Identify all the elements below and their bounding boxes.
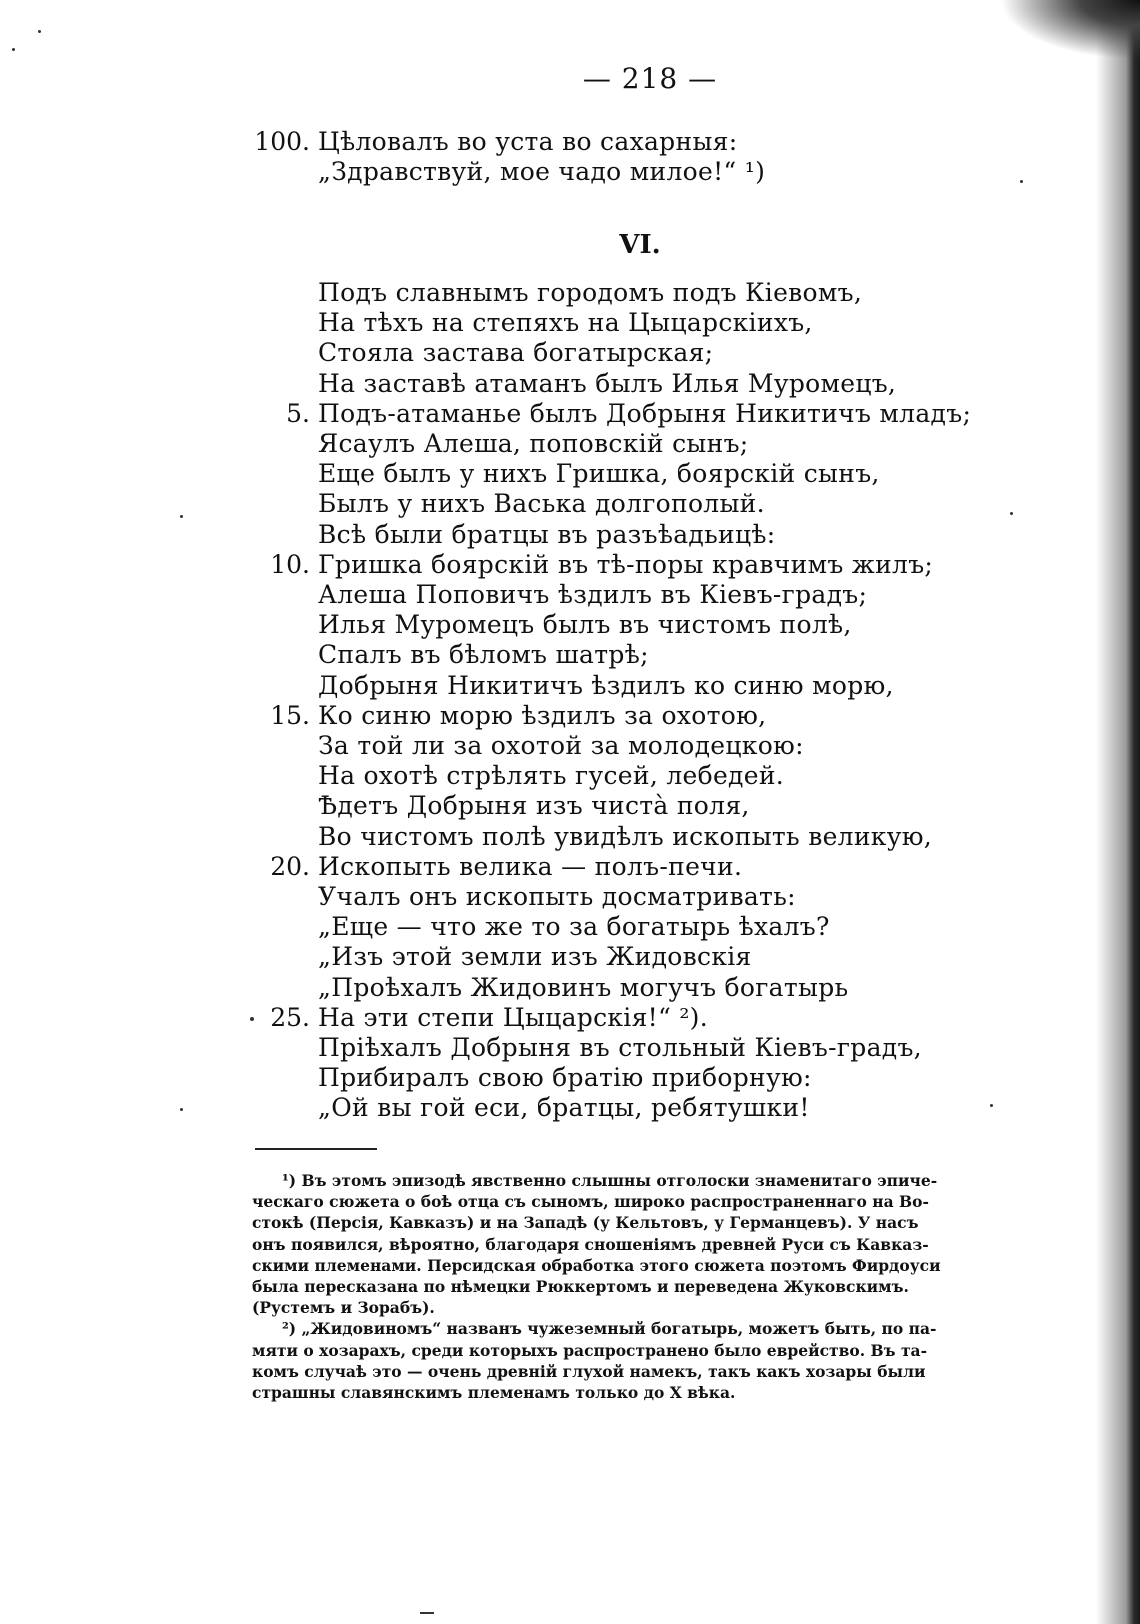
verse-text: Еще былъ у нихъ Гришка, боярскій сынъ, — [318, 459, 880, 489]
scan-speck — [990, 1104, 993, 1107]
footnote-line: мяти о хозарахъ, среди которыхъ распространено было еврейство. Въ та- — [252, 1340, 928, 1360]
footnote-line: была пересказана по нѣмецки Рюккертомъ и переведена Жуковскимъ. — [252, 1277, 909, 1296]
scan-speck — [12, 48, 15, 51]
scan-speck — [180, 515, 183, 518]
verse-text: „Здравствуй, мое чадо милое!“ ¹) — [318, 157, 766, 186]
verse-text: Всѣ были братцы въ разъѣадьицѣ: — [318, 519, 776, 549]
footnote-line: стокѣ (Персія, Кавказъ) и на Западѣ (у Кельтовъ, у Германцевъ). У насъ — [252, 1213, 919, 1233]
footnote-line: (Рустемъ и Зорабъ). — [252, 1298, 435, 1318]
verse-text: Во чистомъ полѣ увидѣлъ ископыть великую, — [318, 821, 933, 851]
verse-text: На охотѣ стрѣлять гусей, лебедей. — [318, 761, 785, 791]
scan-speck — [180, 1108, 183, 1111]
verse-text: На эти степи Цыцарскія!“ ²). — [318, 1002, 708, 1032]
footnote-line: онъ появился, вѣроятно, благодаря сношеніямъ древней Руси съ Кавказ- — [252, 1234, 929, 1254]
verse-text: Прибиралъ свою братію приборную: — [318, 1063, 812, 1093]
verse-text: Стояла застава богатырская; — [318, 338, 714, 368]
footnote-separator — [255, 1148, 377, 1150]
verse-text: За той ли за охотой за молодецкою: — [318, 731, 804, 760]
line-number: 25. — [270, 1002, 310, 1032]
verse-text: Цѣловалъ во уста во сахарныя: — [318, 127, 738, 156]
scan-speck — [38, 30, 41, 33]
verse-text: Ѣдетъ Добрыня изъ чиста̀ поля, — [318, 791, 750, 821]
footnote-line: страшны славянскимъ племенамъ только до X вѣка. — [252, 1383, 736, 1402]
verse-text: Былъ у нихъ Васька долгополый. — [318, 489, 765, 519]
verse-text: „Ой вы гой еси, братцы, ребятушки! — [318, 1093, 810, 1123]
verse-text: На заставѣ атаманъ былъ Илья Муромецъ, — [318, 368, 897, 398]
line-number: 15. — [270, 700, 310, 730]
verse-text: „Изъ этой земли изъ Жидовскія — [318, 942, 752, 972]
scan-speck — [1010, 512, 1013, 515]
line-number: 100. — [254, 127, 310, 156]
verse-text: Илья Муромецъ былъ въ чистомъ полѣ, — [318, 610, 852, 640]
verse-text: Подъ-атаманье былъ Добрыня Никитичъ младъ; — [318, 398, 972, 428]
verse-text: Добрыня Никитичъ ѣздилъ ко синю морю, — [318, 670, 894, 700]
verse-text: Спалъ въ бѣломъ шатрѣ; — [318, 640, 649, 670]
verse-text: Пріѣхалъ Добрыня въ стольный Кіевъ-градъ, — [318, 1033, 922, 1062]
line-number: 20. — [270, 851, 310, 881]
verse-text: На тѣхъ на степяхъ на Цыцарскіихъ, — [318, 308, 813, 338]
line-number: 5. — [286, 398, 310, 428]
footnote-line: ¹) Въ этомъ эпизодѣ явственно слышны отголоски знаменитаго эпиче- — [282, 1171, 938, 1190]
scan-speck — [420, 1612, 434, 1614]
page-number: — 218 — — [582, 62, 718, 95]
verse-text: Ясаулъ Алеша, поповскій сынъ; — [318, 429, 749, 458]
verse-text: Гришка боярскій въ тѣ-поры кравчимъ жилъ; — [318, 549, 934, 579]
scan-speck — [250, 1017, 254, 1021]
footnote-line: ческаго сюжета о боѣ отца съ сыномъ, широко распространеннаго на Во- — [252, 1192, 929, 1212]
footnote-line: ²) „Жидовиномъ“ названъ чужеземный богатырь, можетъ быть, по па- — [282, 1319, 937, 1339]
verse-text: Ископыть велика — полъ-печи. — [318, 851, 743, 881]
footnote-line: комъ случаѣ это — очень древній глухой намекъ, такъ какъ хозары были — [252, 1361, 926, 1381]
scan-speck — [1020, 180, 1023, 183]
verse-text: Ко синю морю ѣздилъ за охотою, — [318, 700, 767, 730]
verse-text: Учалъ онъ ископыть досматривать: — [318, 882, 796, 911]
verse-text: „Проѣхалъ Жидовинъ могучъ богатырь — [318, 972, 849, 1002]
section-title: VI. — [619, 230, 661, 260]
verse-text: Подъ славнымъ городомъ подъ Кіевомъ, — [318, 278, 863, 307]
verse-text: Алеша Поповичъ ѣздилъ въ Кіевъ-градъ; — [318, 580, 868, 609]
verse-text: „Еще — что же то за богатырь ѣхалъ? — [318, 912, 830, 942]
line-number: 10. — [270, 549, 310, 579]
footnote-line: скими племенами. Персидская обработка этого сюжета поэтомъ Фирдоуси — [252, 1255, 941, 1275]
scan-corner-shadow — [1000, 0, 1140, 60]
